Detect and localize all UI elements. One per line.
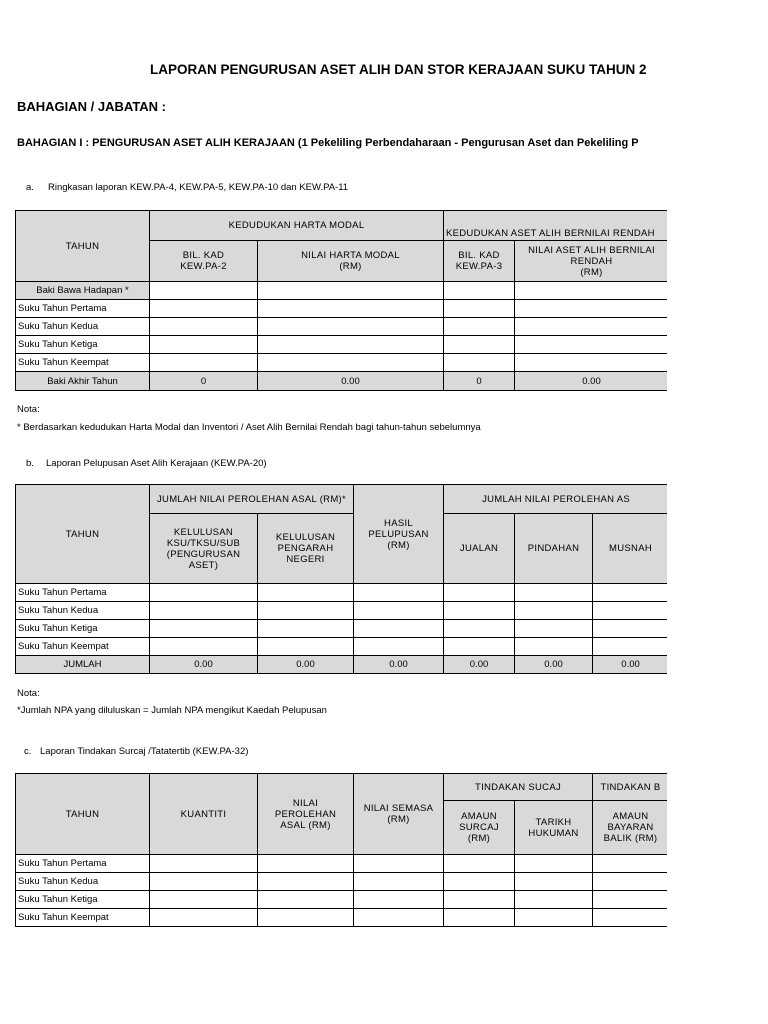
col-header-tarikh-hukuman: TARIKH HUKUMAN: [515, 801, 593, 855]
total-nilai-harta: 0.00: [258, 372, 444, 391]
cell-input[interactable]: [515, 909, 593, 927]
nota-label: Nota:: [17, 404, 40, 415]
row-label: Suku Tahun Keempat: [16, 638, 150, 656]
cell-input[interactable]: [444, 602, 515, 620]
col-header-tahun: TAHUN: [16, 211, 150, 282]
cell-input[interactable]: [258, 620, 354, 638]
cell-input[interactable]: [593, 620, 667, 638]
row-label-jumlah: JUMLAH: [16, 656, 150, 674]
cell-input[interactable]: [515, 354, 668, 372]
table-row: [16, 336, 668, 354]
cell-input[interactable]: [444, 620, 515, 638]
col-header-bil-kad-pa2: BIL. KAD KEW.PA-2: [150, 241, 258, 282]
col-header-kelulusan-pengarah: KELULUSAN PENGARAH NEGERI: [258, 514, 354, 584]
nota-text: * Berdasarkan kedudukan Harta Modal dan Inventori / Aset Alih Bernilai Rendah bagi tahun-tahun sebelumnya: [17, 422, 481, 433]
table-ringkasan: [15, 210, 667, 391]
table-row: [16, 354, 668, 372]
cell-input[interactable]: [150, 354, 258, 372]
row-label: Suku Tahun Kedua: [16, 602, 150, 620]
cell-input[interactable]: [150, 602, 258, 620]
cell-input[interactable]: [515, 300, 668, 318]
cell-input[interactable]: [258, 855, 354, 873]
cell-input[interactable]: [354, 855, 444, 873]
col-header-kedudukan-aset-rendah: KEDUDUKAN ASET ALIH BERNILAI RENDAH: [444, 211, 668, 241]
total-value: 0.00: [593, 656, 667, 674]
row-label: Suku Tahun Pertama: [16, 584, 150, 602]
col-header-amaun-surcaj: AMAUN SURCAJ (RM): [444, 801, 515, 855]
row-label: Suku Tahun Kedua: [16, 318, 150, 336]
table-row: [16, 282, 668, 300]
table-row: [16, 620, 668, 638]
col-header-nilai-perolehan-asal: NILAI PEROLEHAN ASAL (RM): [258, 774, 354, 855]
cell-input[interactable]: [258, 336, 444, 354]
row-label-baki-akhir: Baki Akhir Tahun: [16, 372, 150, 391]
cell-input[interactable]: [593, 891, 668, 909]
cell-input[interactable]: [593, 584, 667, 602]
total-nilai-rendah: 0.00: [515, 372, 668, 391]
table-row: [16, 909, 668, 927]
table-row: [16, 602, 668, 620]
total-value: 0.00: [258, 656, 354, 674]
cell-input[interactable]: [354, 584, 444, 602]
cell-input[interactable]: [354, 891, 444, 909]
col-header-tindakan-sucaj: TINDAKAN SUCAJ: [444, 774, 593, 801]
cell-input[interactable]: [354, 620, 444, 638]
total-value: 0.00: [354, 656, 444, 674]
cell-input[interactable]: [258, 300, 444, 318]
cell-input[interactable]: [593, 855, 668, 873]
cell-input[interactable]: [444, 336, 515, 354]
table-total-row: [16, 656, 668, 674]
cell-input[interactable]: [444, 891, 515, 909]
col-header-hasil-pelupusan: HASIL PELUPUSAN (RM): [354, 485, 444, 584]
cell-input[interactable]: [444, 855, 515, 873]
col-header-tahun: TAHUN: [16, 485, 150, 584]
table-row: [16, 318, 668, 336]
cell-input[interactable]: [593, 602, 667, 620]
total-bil-pa2: 0: [150, 372, 258, 391]
cell-input[interactable]: [150, 909, 258, 927]
bahagian-jabatan-label: BAHAGIAN / JABATAN :: [17, 99, 167, 114]
col-header-tahun: TAHUN: [16, 774, 150, 855]
cell-input[interactable]: [444, 354, 515, 372]
col-header-bil-kad-pa3: BIL. KAD KEW.PA-3: [444, 241, 515, 282]
cell-input[interactable]: [444, 638, 515, 656]
total-value: 0.00: [515, 656, 593, 674]
cell-input[interactable]: [150, 282, 258, 300]
section-c-marker: c.: [24, 746, 32, 757]
section-b-marker: b.: [26, 458, 34, 469]
row-label: Suku Tahun Ketiga: [16, 891, 150, 909]
col-header-nilai-harta-modal: NILAI HARTA MODAL (RM): [258, 241, 444, 282]
cell-input[interactable]: [150, 638, 258, 656]
cell-input[interactable]: [258, 318, 444, 336]
col-header-jumlah-nilai-asal: JUMLAH NILAI PEROLEHAN ASAL (RM)*: [150, 485, 354, 514]
row-label: Suku Tahun Keempat: [16, 354, 150, 372]
cell-input[interactable]: [515, 855, 593, 873]
cell-input[interactable]: [515, 638, 593, 656]
cell-input[interactable]: [258, 282, 444, 300]
row-label: Suku Tahun Ketiga: [16, 620, 150, 638]
table-row: [16, 891, 668, 909]
cell-input[interactable]: [150, 855, 258, 873]
cell-input[interactable]: [593, 873, 668, 891]
col-header-kuantiti: KUANTITI: [150, 774, 258, 855]
cell-input[interactable]: [258, 584, 354, 602]
cell-input[interactable]: [444, 873, 515, 891]
row-label: Suku Tahun Ketiga: [16, 336, 150, 354]
cell-input[interactable]: [444, 282, 515, 300]
cell-input[interactable]: [515, 620, 593, 638]
cell-input[interactable]: [150, 584, 258, 602]
cell-input[interactable]: [354, 873, 444, 891]
col-header-jualan: JUALAN: [444, 514, 515, 584]
cell-input[interactable]: [444, 909, 515, 927]
table-row: [16, 584, 668, 602]
total-value: 0.00: [150, 656, 258, 674]
col-header-amaun-bayaran-balik: AMAUN BAYARAN BALIK (RM): [593, 801, 668, 855]
cell-input[interactable]: [150, 891, 258, 909]
table-row: [16, 638, 668, 656]
cell-input[interactable]: [444, 300, 515, 318]
cell-input[interactable]: [150, 873, 258, 891]
cell-input[interactable]: [515, 282, 668, 300]
total-value: 0.00: [444, 656, 515, 674]
cell-input[interactable]: [515, 602, 593, 620]
table-row: [16, 855, 668, 873]
col-header-pindahan: PINDAHAN: [515, 514, 593, 584]
table-row: [16, 300, 668, 318]
table-pelupusan: [15, 484, 667, 674]
cell-input[interactable]: [515, 873, 593, 891]
row-label: Suku Tahun Kedua: [16, 873, 150, 891]
section-b-title: Laporan Pelupusan Aset Alih Kerajaan (KEW.PA-20): [46, 458, 267, 469]
section-a-marker: a.: [26, 182, 34, 193]
bahagian-1-heading: BAHAGIAN I : PENGURUSAN ASET ALIH KERAJAAN (1 Pekeliling Perbendaharaan - Pengurusan Aset dan Pekeliling P: [17, 137, 639, 149]
cell-input[interactable]: [354, 909, 444, 927]
cell-input[interactable]: [258, 602, 354, 620]
cell-input[interactable]: [258, 638, 354, 656]
cell-input[interactable]: [515, 336, 668, 354]
nota-label: Nota:: [17, 688, 40, 699]
cell-input[interactable]: [150, 620, 258, 638]
row-label-baki-bawa: Baki Bawa Hadapan *: [16, 282, 150, 300]
cell-input[interactable]: [515, 584, 593, 602]
row-label: Suku Tahun Pertama: [16, 300, 150, 318]
row-label: Suku Tahun Keempat: [16, 909, 150, 927]
table-row: [16, 873, 668, 891]
cell-input[interactable]: [515, 891, 593, 909]
row-label: Suku Tahun Pertama: [16, 855, 150, 873]
total-bil-pa3: 0: [444, 372, 515, 391]
cell-input[interactable]: [354, 602, 444, 620]
cell-input[interactable]: [444, 584, 515, 602]
cell-input[interactable]: [258, 354, 444, 372]
cell-input[interactable]: [258, 873, 354, 891]
col-header-tindakan-b: TINDAKAN B: [593, 774, 668, 801]
cell-input[interactable]: [258, 891, 354, 909]
section-a-title: Ringkasan laporan KEW.PA-4, KEW.PA-5, KEW.PA-10 dan KEW.PA-11: [48, 182, 349, 193]
cell-input[interactable]: [354, 638, 444, 656]
table-surcaj: [15, 773, 667, 927]
col-header-kelulusan-ksu: KELULUSAN KSU/TKSU/SUB (PENGURUSAN ASET): [150, 514, 258, 584]
col-header-musnah: MUSNAH: [593, 514, 667, 584]
nota-text: *Jumlah NPA yang diluluskan = Jumlah NPA mengikut Kaedah Pelupusan: [17, 705, 327, 716]
cell-input[interactable]: [515, 318, 668, 336]
col-header-nilai-aset-rendah: NILAI ASET ALIH BERNILAI RENDAH (RM): [515, 241, 668, 282]
cell-input[interactable]: [258, 909, 354, 927]
table-total-row: [16, 372, 668, 391]
section-c-title: Laporan Tindakan Surcaj /Tatatertib (KEW.PA-32): [40, 746, 249, 757]
cell-input[interactable]: [593, 909, 668, 927]
cell-input[interactable]: [150, 300, 258, 318]
col-header-nilai-semasa: NILAI SEMASA (RM): [354, 774, 444, 855]
col-header-jumlah-nilai-perolehan: JUMLAH NILAI PEROLEHAN AS: [444, 485, 667, 514]
cell-input[interactable]: [150, 318, 258, 336]
cell-input[interactable]: [150, 336, 258, 354]
cell-input[interactable]: [444, 318, 515, 336]
col-header-kedudukan-harta-modal: KEDUDUKAN HARTA MODAL: [150, 211, 444, 241]
report-title: LAPORAN PENGURUSAN ASET ALIH DAN STOR KERAJAAN SUKU TAHUN 2: [150, 62, 647, 77]
cell-input[interactable]: [593, 638, 667, 656]
